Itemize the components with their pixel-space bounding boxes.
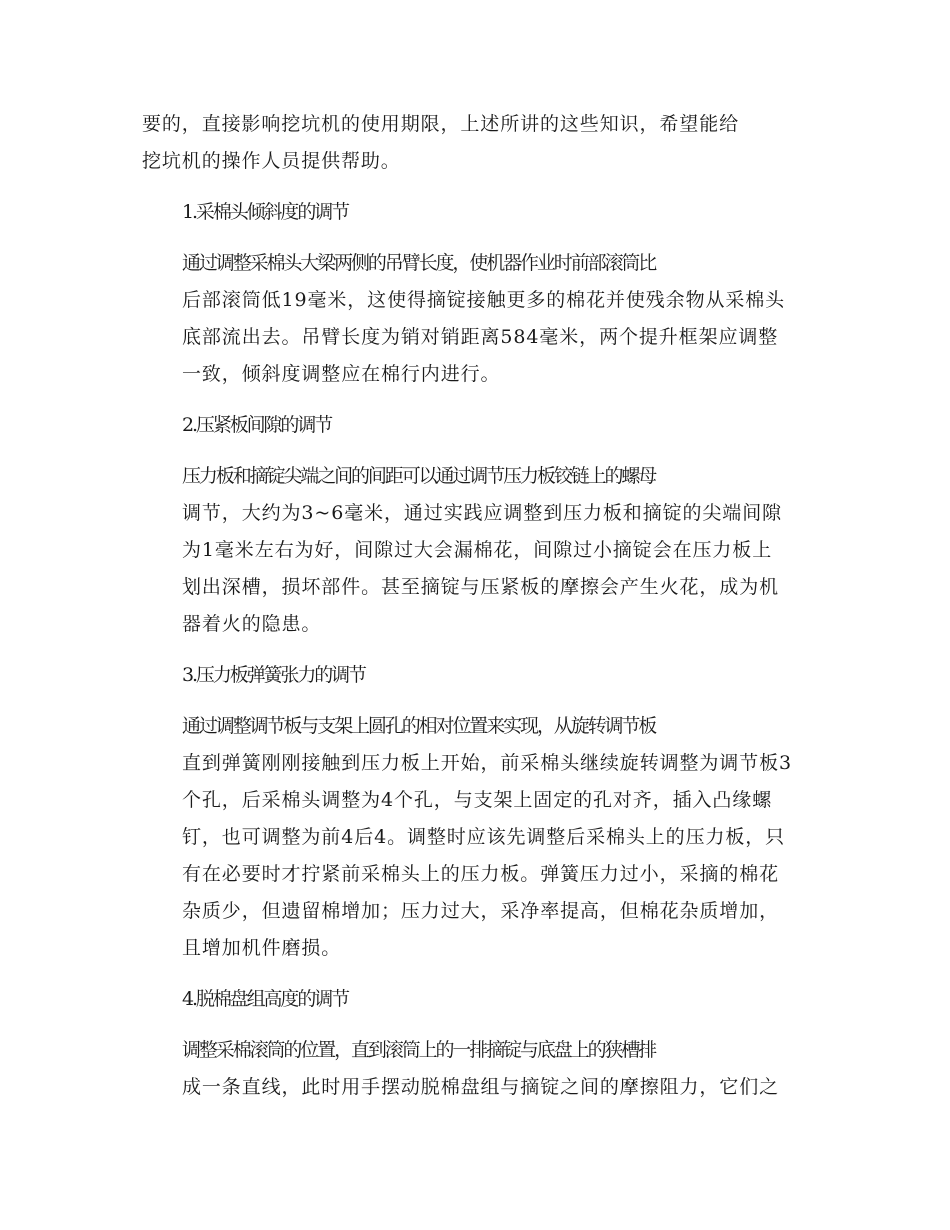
text-line: 通过调整调节板与支架上圆孔的相对位置来实现，从旋转调节板: [182, 715, 656, 737]
text-line: 一致，倾斜度调整应在棉行内进行。: [182, 363, 501, 385]
text-line: 划出深槽，损坏部件。甚至摘锭与压紧板的摩擦会产生火花，成为机: [182, 576, 780, 598]
section-heading: [142, 194, 810, 231]
text-line: 4.脱棉盘组高度的调节: [182, 988, 349, 1010]
text-line: 挖坑机的操作人员提供帮助。: [142, 150, 401, 172]
text-line: 压力板和摘锭尖端之间的间距可以通过调节压力板铰链上的螺母: [182, 465, 656, 487]
text-line: 2.压紧板间隙的调节: [182, 414, 332, 436]
text-line: 且增加机件磨损。: [182, 937, 342, 959]
text-line: 通过调整采棉头大梁两侧的吊臂长度，使机器作业时前部滚筒比: [182, 252, 656, 274]
paragraph: [142, 1032, 810, 1106]
text-line: 有在必要时才拧紧前采棉头上的压力板。弹簧压力过小，采摘的棉花: [182, 863, 780, 885]
paragraph: [142, 106, 810, 180]
text-line: 调整采棉滚筒的位置，直到滚筒上的一排摘锭与底盘上的狭槽排: [182, 1039, 656, 1061]
paragraph: [142, 708, 810, 967]
text-line: 直到弹簧刚刚接触到压力板上开始，前采棉头继续旋转调整为调节板3: [182, 752, 792, 774]
text-line: 调节，大约为3~6毫米，通过实践应调整到压力板和摘锭的尖端间隙: [182, 502, 782, 524]
text-line: 杂质少，但遗留棉增加；压力过大，采净率提高，但棉花杂质增加，: [182, 900, 780, 922]
text-line: 要的，直接影响挖坑机的使用期限，上述所讲的这些知识，希望能给: [142, 113, 740, 135]
text-line: 为1毫米左右为好，间隙过大会漏棉花，间隙过小摘锭会在压力板上: [182, 539, 773, 561]
section-heading: [142, 657, 810, 694]
document-body: [142, 106, 810, 1120]
paragraph: [142, 458, 810, 643]
text-line: 底部流出去。吊臂长度为销对销距离584毫米，两个提升框架应调整: [182, 326, 779, 348]
text-line: 后部滚筒低19毫米，这使得摘锭接触更多的棉花并使残余物从采棉头: [182, 289, 786, 311]
text-line: 3.压力板弹簧张力的调节: [182, 664, 365, 686]
paragraph: [142, 245, 810, 393]
section-heading: [142, 407, 810, 444]
text-line: 成一条直线，此时用手摆动脱棉盘组与摘锭之间的摩擦阻力，它们之: [182, 1076, 780, 1098]
text-line: 1.采棉头倾斜度的调节: [182, 201, 349, 223]
text-line: 器着火的隐患。: [182, 613, 322, 635]
text-line: 钉，也可调整为前4后4。调整时应该先调整后采棉头上的压力板，只: [182, 826, 786, 848]
section-heading: [142, 981, 810, 1018]
text-line: 个孔，后采棉头调整为4个孔，与支架上固定的孔对齐，插入凸缘螺: [182, 789, 773, 811]
